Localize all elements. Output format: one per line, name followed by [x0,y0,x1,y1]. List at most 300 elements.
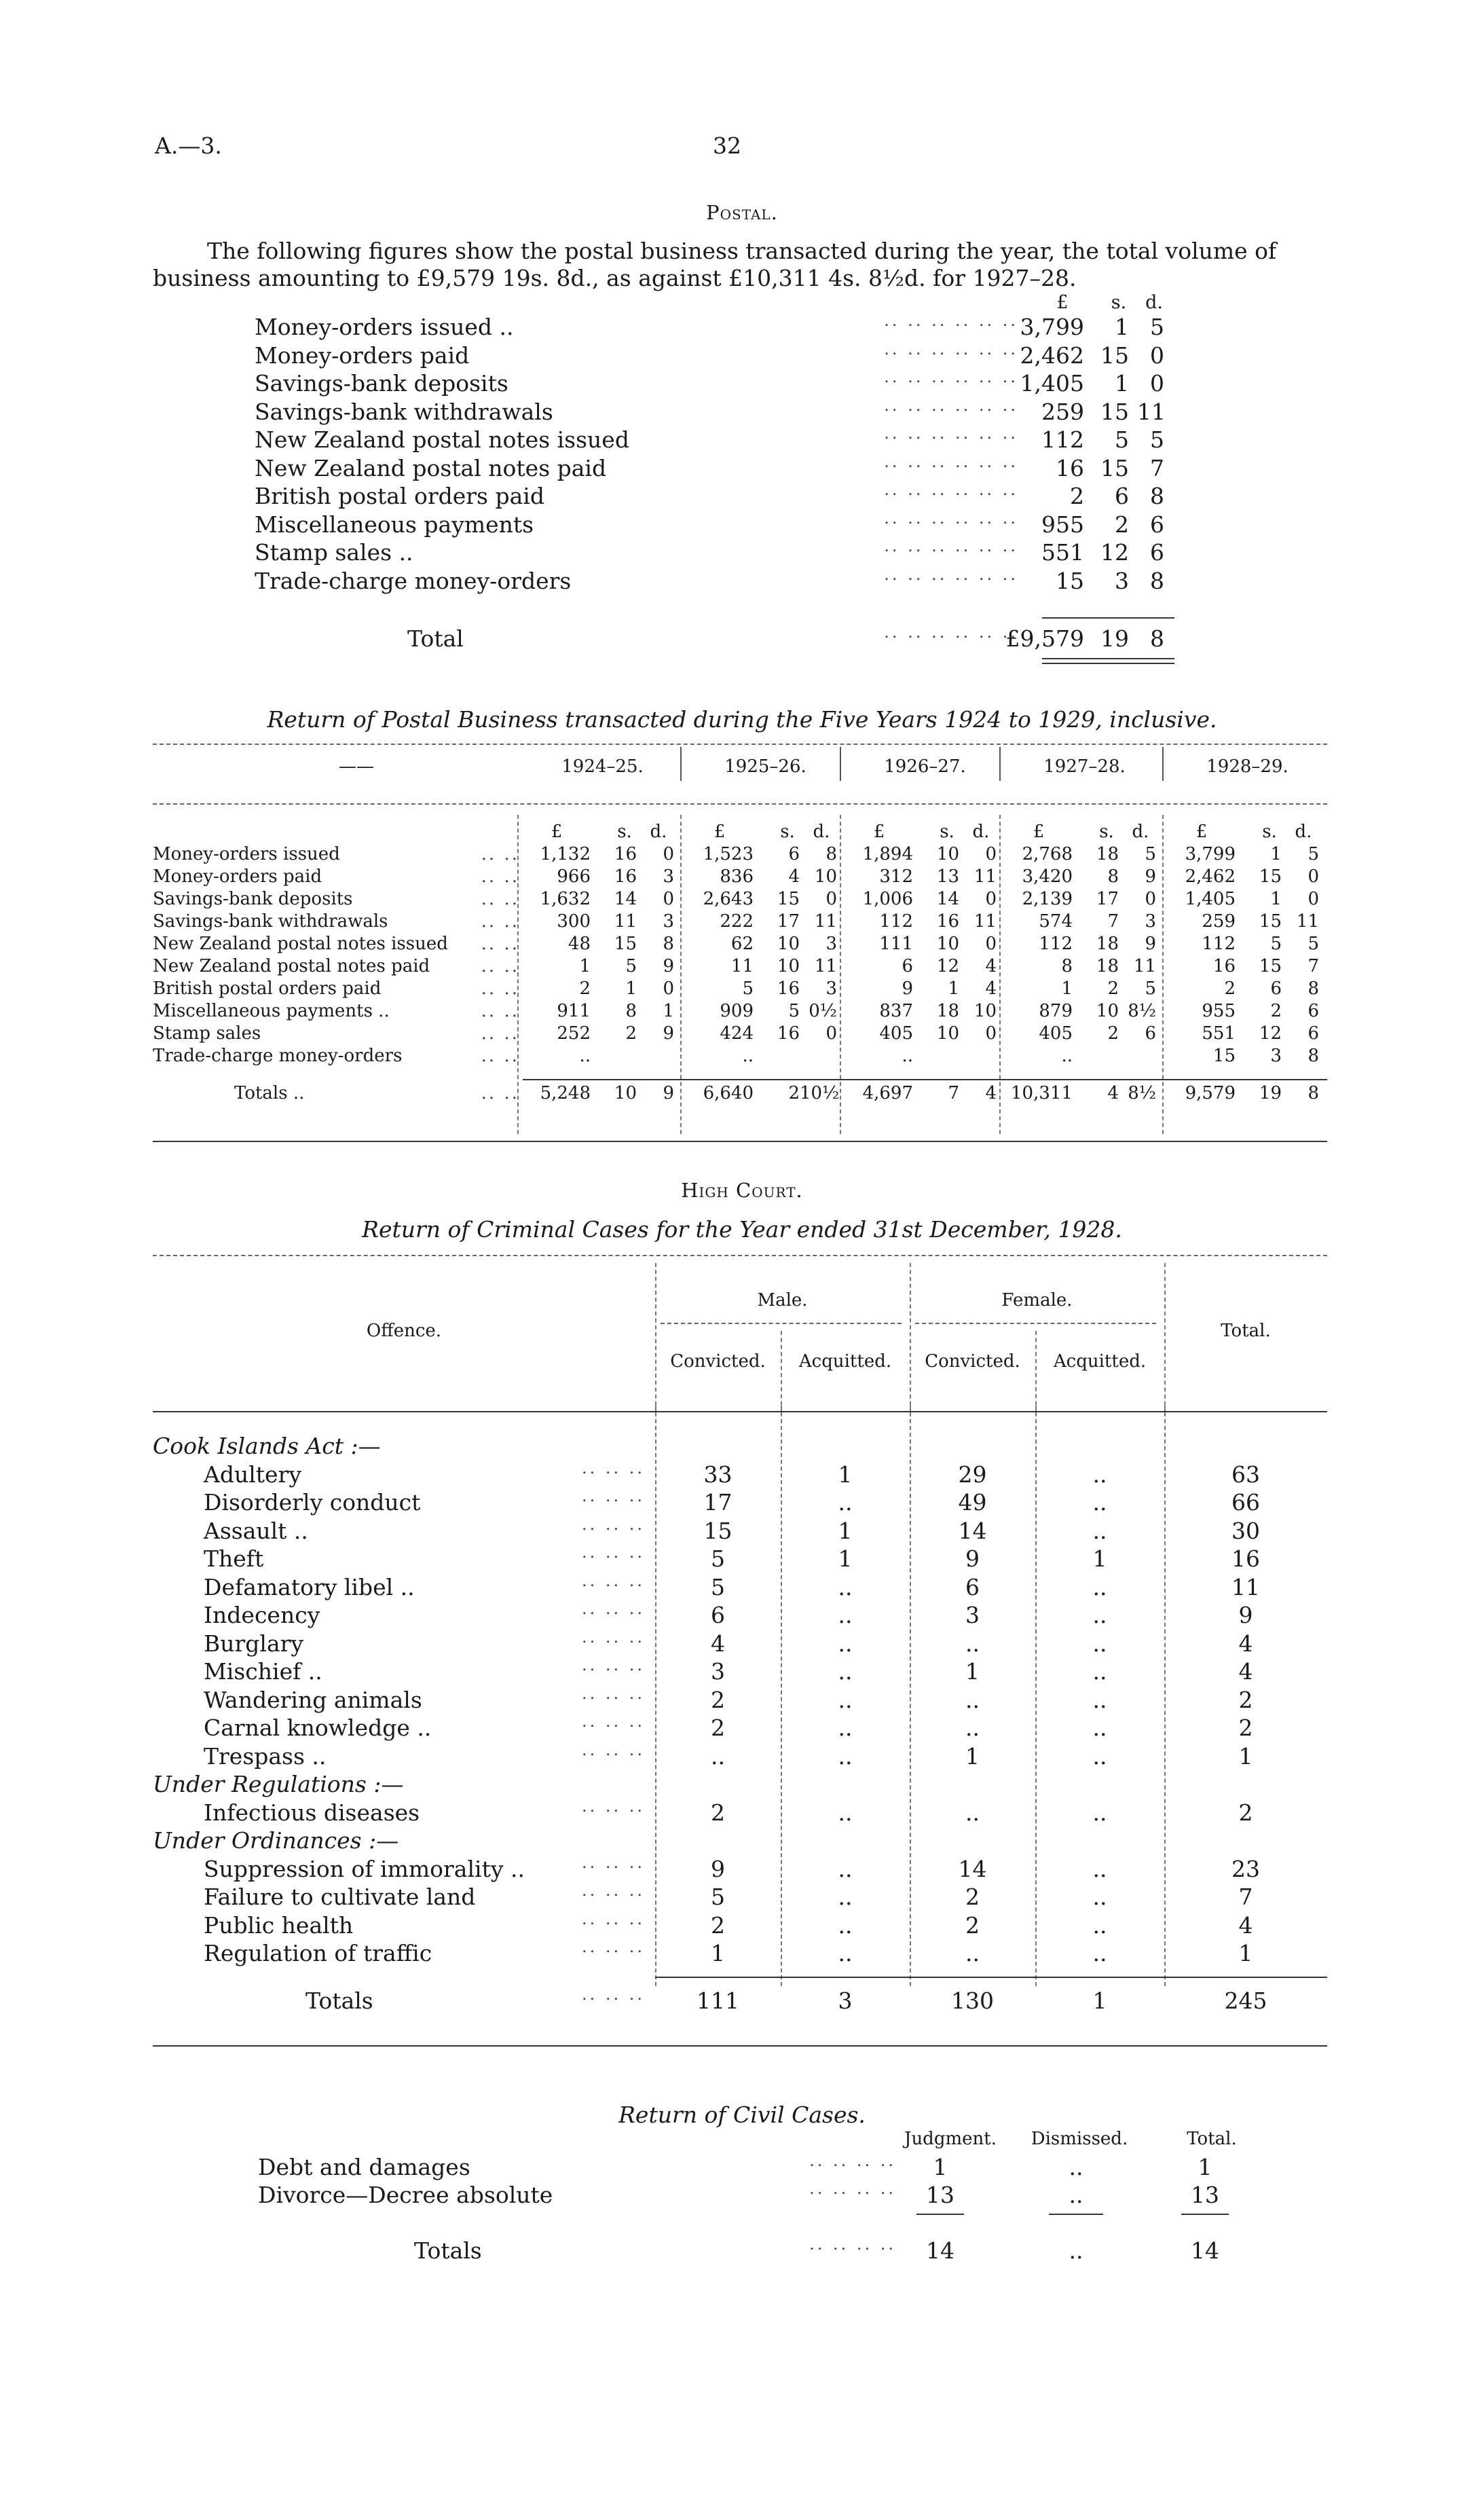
leader-dots: .. .. [481,889,519,909]
shillings-cell: 14 [936,889,959,909]
shillings-cell: 18 [1096,844,1119,864]
pence-header: d. [1295,822,1312,842]
pounds-cell: 836 [720,866,754,887]
shillings-cell: 1 [948,978,959,999]
pence-cell: 0 [1145,889,1156,909]
civil-count-cell: .. [1069,2154,1083,2180]
postal-items-list [255,292,1232,659]
leader-dots: .. .. .. .. .. .. [884,367,1018,386]
pounds-header: £ [1056,292,1069,313]
five-year-row-label: New Zealand postal notes paid [153,956,430,976]
leader-dots: .. .. [481,1046,519,1066]
criminal-count-cell: .. [1092,1489,1107,1516]
leader-dots: .. .. [481,844,519,864]
shillings-cell: 16 [777,1023,800,1044]
shillings-cell: 10 [777,934,800,954]
five-year-body [153,822,1327,1116]
shillings-cell: 2 [625,1023,637,1044]
pounds-cell: 112 [1039,934,1073,954]
shillings-cell: 15 [1259,866,1282,887]
pence-cell: 9 [1145,866,1156,887]
criminal-count-cell: .. [838,1630,853,1657]
pence-cell: 0 [1307,866,1319,887]
shillings-cell: 15 [1259,911,1282,932]
pence-cell: 9 [663,1083,674,1103]
leader-dots: .. .. .. .. .. .. [884,508,1018,528]
criminal-group-label: Cook Islands Act :— [153,1433,381,1459]
pence-cell: 11 [814,911,837,932]
leader-dots: .. .. [481,956,519,976]
pence-header: d. [1132,822,1149,842]
postal-intro-line1: The following figures show the postal business transacted during the year, the total volume of [207,238,1277,264]
criminal-count-cell: .. [1092,1630,1107,1657]
pounds-cell: 5 [742,978,754,999]
criminal-count-cell: 9 [711,1855,725,1882]
criminal-count-cell: 1 [711,1940,725,1966]
criminal-row [153,1683,1327,1715]
year-column-header: 1926–27. [884,756,966,777]
leader-dots: .. .. .. [581,1543,645,1562]
civil-count-cell: 1 [1198,2154,1212,2180]
criminal-header [153,1256,1327,1412]
shillings-cell: 10 [614,1083,637,1103]
criminal-count-cell: .. [838,1940,853,1966]
shillings-cell: 5 [1270,934,1282,954]
high-court-heading: High Court. [681,1179,803,1202]
pounds-header: £ [551,822,563,842]
pence-cell: 3 [1145,911,1156,932]
criminal-count-cell: 2 [711,1799,725,1826]
pence-cell: 7 [1307,956,1319,976]
criminal-count-cell: 6 [965,1573,980,1600]
postal-row [255,367,1232,399]
pounds-cell: 574 [1039,911,1073,932]
pounds-cell: 9 [902,978,913,999]
shillings-header: s. [940,822,954,842]
postal-total-row [255,625,1232,659]
five-year-row-label: Money-orders paid [153,866,322,887]
shillings-cell: 10 [936,844,959,864]
criminal-count-cell: 14 [958,1855,987,1882]
pounds-cell: .. [1061,1046,1073,1066]
criminal-count-cell: 1 [965,1742,980,1770]
pence-cell: 10 [973,1001,997,1021]
pounds-cell: 1,523 [703,844,754,864]
shillings-cell: 16 [936,911,959,932]
leader-dots: .. .. .. [581,1458,645,1478]
postal-row-pounds: 15 [1056,567,1084,594]
leader-dots: .. .. .. [581,1740,645,1759]
shillings-cell: 15 [777,889,800,909]
year-header-divider [1162,747,1164,781]
criminal-count-cell: 17 [703,1489,732,1516]
postal-row-label: Savings-bank deposits [255,370,508,397]
five-year-row [153,866,1327,889]
criminal-count-cell: .. [1092,1686,1107,1713]
criminal-count-cell: 2 [1238,1715,1253,1741]
five-year-currency-header [153,822,1327,844]
pence-cell: 0 [985,934,997,954]
criminal-count-cell: 3 [711,1658,725,1685]
five-year-row [153,1001,1327,1023]
pence-cell: 0 [826,889,837,909]
pounds-cell: 11 [730,956,754,976]
criminal-count-cell: 2 [711,1715,725,1741]
criminal-body [153,1433,1327,2021]
criminal-count-cell: 6 [711,1602,725,1628]
criminal-count-cell: .. [965,1686,980,1713]
five-year-totals-row [153,1083,1327,1116]
shillings-cell: 15 [1259,956,1282,976]
postal-row-pence: 0 [1150,370,1164,397]
criminal-count-cell: .. [838,1715,853,1741]
criminal-count-cell: 4 [1238,1630,1253,1657]
pounds-cell: 2 [1224,978,1236,999]
criminal-count-cell: 4 [711,1630,725,1657]
pence-cell: 4 [985,1083,997,1103]
shillings-cell: 13 [936,866,959,887]
civil-total-cell: .. [1069,2237,1083,2264]
criminal-row [153,1937,1327,1968]
criminal-count-cell: .. [711,1742,725,1770]
pence-cell: 8½ [1128,1083,1156,1103]
postal-row-shillings: 15 [1100,398,1129,425]
pounds-cell: 2,462 [1185,866,1236,887]
shillings-cell: 11 [614,911,637,932]
criminal-count-cell: .. [965,1715,980,1741]
pounds-cell: 405 [879,1023,913,1044]
pounds-cell: 1,632 [540,889,591,909]
criminal-count-cell: 5 [711,1545,725,1572]
criminal-count-cell: .. [838,1573,853,1600]
postal-row [255,452,1232,483]
leader-dots: .. .. .. [581,1571,645,1590]
postal-row-label: Money-orders paid [255,342,470,369]
pounds-cell: 222 [720,911,754,932]
civil-sum-rule [1049,2214,1103,2215]
pounds-cell: 16 [1212,956,1236,976]
postal-total-label: Total [407,625,464,652]
criminal-group-row [153,1433,1327,1461]
pounds-cell: 3,799 [1185,844,1236,864]
criminal-count-cell: 16 [1231,1545,1260,1572]
pence-header: d. [650,822,667,842]
postal-row-pence: 11 [1137,398,1166,425]
postal-row-label: Savings-bank withdrawals [255,398,553,425]
civil-count-cell: 13 [926,2182,954,2208]
five-year-row [153,934,1327,956]
civil-sum-rule [1181,2214,1229,2215]
postal-row-label: Money-orders issued .. [255,314,514,340]
pounds-cell: 5,248 [540,1083,591,1103]
pounds-cell: 424 [720,1023,754,1044]
pence-cell: 0 [663,844,674,864]
leader-dots: .. .. .. .. .. .. [884,311,1018,330]
year-column-header: 1927–28. [1043,756,1126,777]
pence-cell: 11 [1133,956,1156,976]
criminal-total-cell: 111 [697,1987,739,2014]
criminal-count-cell: 1 [1092,1545,1107,1572]
postal-row [255,395,1232,427]
criminal-offence-label: Wandering animals [204,1686,422,1713]
postal-row-pence: 8 [1150,483,1164,509]
pence-cell: 5 [1145,978,1156,999]
shillings-cell: 10 [1096,1001,1119,1021]
postal-row-pence: 0 [1150,342,1164,369]
postal-row-pounds: 551 [1041,539,1084,566]
pounds-cell: 62 [730,934,754,954]
pounds-cell: 111 [879,934,913,954]
year-column-header: 1925–26. [724,756,806,777]
pence-cell: 8 [1307,1083,1319,1103]
offence-column-header: Offence. [366,1321,442,1341]
criminal-count-cell: .. [1092,1517,1107,1544]
pence-header: d. [813,822,830,842]
leader-dots: .. .. .. .. .. .. [884,395,1018,415]
pence-cell: 3 [826,978,837,999]
criminal-count-cell: 2 [1238,1799,1253,1826]
criminal-count-cell: .. [1092,1940,1107,1966]
civil-total-cell: 14 [926,2237,954,2264]
pounds-cell: 551 [1202,1023,1236,1044]
postal-row-pounds: 3,799 [1020,314,1084,340]
pence-cell: 11 [973,866,997,887]
civil-total-cell: 14 [1191,2237,1219,2264]
criminal-offence-label: Burglary [204,1630,304,1657]
year-column-header: 1928–29. [1206,756,1288,777]
criminal-total-cell: 245 [1224,1987,1267,2014]
shillings-cell: 7 [1107,911,1119,932]
leader-dots: .. .. .. .. [809,2151,896,2170]
postal-row-label: Trade-charge money-orders [255,567,572,594]
criminal-row [153,1571,1327,1602]
shillings-cell: 18 [936,1001,959,1021]
postal-row-shillings: 12 [1100,539,1129,566]
pence-cell: 3 [826,934,837,954]
criminal-count-cell: .. [1092,1658,1107,1685]
criminal-count-cell: .. [965,1630,980,1657]
criminal-count-cell: 1 [965,1658,980,1685]
pence-cell: 5 [1307,934,1319,954]
shillings-cell: 4 [1107,1083,1119,1103]
criminal-bottom-rule [153,2045,1327,2047]
pounds-cell: 955 [1202,1001,1236,1021]
shillings-cell: 12 [1259,1023,1282,1044]
criminal-count-cell: 9 [965,1545,980,1572]
female-acquitted-header: Acquitted. [1053,1351,1147,1372]
criminal-row [153,1627,1327,1659]
postal-row-shillings: 15 [1100,342,1129,369]
criminal-totals-label: Totals [305,1987,373,2014]
criminal-count-cell: 23 [1231,1855,1260,1882]
criminal-row [153,1852,1327,1884]
civil-count-cell: .. [1069,2182,1083,2208]
criminal-group-label: Under Ordinances :— [153,1827,399,1854]
criminal-count-cell: 5 [711,1573,725,1600]
criminal-offence-label: Infectious diseases [204,1799,420,1826]
pounds-cell: 1,405 [1185,889,1236,909]
leader-dots: .. .. .. [581,1599,645,1618]
shillings-cell: 5 [788,1001,800,1021]
criminal-row [153,1881,1327,1912]
criminal-totals-row [153,1984,1327,2021]
pounds-cell: 2,139 [1022,889,1073,909]
pence-cell: 8 [1307,978,1319,999]
pounds-header: £ [713,822,726,842]
five-year-row-label: Savings-bank deposits [153,889,353,909]
postal-row-pounds: 1,405 [1020,370,1084,397]
criminal-offence-label: Theft [204,1545,264,1572]
pounds-cell: 1,894 [862,844,913,864]
civil-judgment-header: Judgment. [904,2129,997,2149]
pounds-cell: 259 [1202,911,1236,932]
postal-row-shillings: 1 [1115,314,1129,340]
pounds-cell: 1 [579,956,591,976]
leader-dots: .. .. [481,934,519,954]
leader-dots: .. .. .. [581,1984,645,2004]
year-header-divider [999,747,1001,781]
five-year-row [153,844,1327,866]
postal-row-shillings: 5 [1115,426,1129,453]
criminal-count-cell: .. [1092,1884,1107,1910]
shillings-cell: 19 [1259,1083,1282,1103]
criminal-offence-label: Trespass .. [204,1742,327,1770]
leader-dots: .. .. .. .. .. .. [884,339,1018,359]
male-group-rule [661,1323,902,1324]
criminal-row [153,1514,1327,1546]
postal-row-pounds: 259 [1041,398,1084,425]
leader-dots: .. .. .. [581,1514,645,1534]
postal-row-shillings: 15 [1100,454,1129,481]
shillings-cell: 2 [1270,1001,1282,1021]
criminal-group-label: Under Regulations :— [153,1771,404,1797]
postal-row-pounds: 2 [1070,483,1084,509]
shillings-cell: 18 [1096,956,1119,976]
criminal-count-cell: 5 [711,1884,725,1910]
pounds-cell: 2,768 [1022,844,1073,864]
shillings-cell: 1 [1270,889,1282,909]
pounds-cell: 405 [1039,1023,1073,1044]
pence-cell: 3 [663,866,674,887]
postal-total-spacer [255,595,1232,625]
postal-row-shillings: 1 [1115,370,1129,397]
leader-dots: .. .. .. .. [809,2179,896,2198]
five-year-row-label: Money-orders issued [153,844,340,864]
postal-row [255,426,1232,455]
pence-header: d. [972,822,990,842]
five-year-top-rule [153,744,1327,745]
criminal-sum-rule [655,1977,1327,1978]
postal-row-pounds: 955 [1041,511,1084,538]
shillings-cell: 1 [625,978,637,999]
pence-cell: 6 [1145,1023,1156,1044]
criminal-count-cell: 1 [1238,1940,1253,1966]
postal-row-label: New Zealand postal notes paid [255,454,607,481]
criminal-count-cell: .. [1092,1799,1107,1826]
pounds-cell: 8 [1061,956,1073,976]
criminal-count-cell: 1 [838,1517,853,1544]
leader-dots: .. .. .. [581,1486,645,1505]
header-divider [655,1263,656,1412]
shillings-cell: 7 [948,1083,959,1103]
civil-count-cell: 13 [1191,2182,1219,2208]
pence-header: d. [1145,292,1163,313]
criminal-count-cell: 2 [711,1911,725,1939]
postal-intro-line2: business amounting to £9,579 19s. 8d., as against £10,311 4s. 8½d. for 1927–28. [153,265,1077,291]
shillings-cell: 10 [936,1023,959,1044]
postal-row [255,536,1232,568]
pence-cell: 9 [1145,934,1156,954]
pounds-cell: 1 [1061,978,1073,999]
pounds-cell: 300 [557,911,591,932]
postal-row-pence: 7 [1150,454,1164,481]
criminal-count-cell: 15 [703,1517,732,1544]
shillings-cell: 4 [788,866,800,887]
pence-cell: 0 [985,1023,997,1044]
pounds-cell: 2 [579,978,591,999]
criminal-count-cell: 1 [838,1545,853,1572]
criminal-count-cell: 2 [1238,1686,1253,1713]
criminal-count-cell: .. [965,1940,980,1966]
leader-dots: .. .. .. [581,1683,645,1703]
pence-cell: 0 [663,889,674,909]
pence-cell: 3 [663,911,674,932]
pence-cell: 11 [1296,911,1319,932]
corner-dash: —— [339,756,374,777]
female-column-header: Female. [1001,1290,1073,1311]
pounds-cell: 112 [879,911,913,932]
pounds-cell: 909 [720,1001,754,1021]
shillings-cell: 10 [936,934,959,954]
pence-cell: 0 [985,889,997,909]
postal-row-label: British postal orders paid [255,483,544,509]
pounds-cell: 10,311 [1011,1083,1073,1103]
criminal-count-cell: .. [1092,1855,1107,1882]
criminal-count-cell: .. [838,1658,853,1685]
pounds-header: £ [873,822,885,842]
pounds-cell: 2,643 [703,889,754,909]
pence-cell: 0 [663,978,674,999]
civil-count-cell: 1 [933,2154,948,2180]
pence-cell: 11 [814,956,837,976]
leader-dots: .. .. [481,1083,519,1103]
postal-row-label: Miscellaneous payments [255,511,534,538]
criminal-count-cell: .. [1092,1911,1107,1939]
criminal-row [153,1486,1327,1518]
shillings-cell: 10 [777,956,800,976]
criminal-count-cell: .. [838,1884,853,1910]
leader-dots: .. .. .. .. .. .. [884,564,1018,584]
criminal-count-cell: .. [838,1855,853,1882]
header-divider [781,1331,782,1412]
header-divider [1164,1263,1166,1412]
shillings-header: s. [780,822,795,842]
postal-row-pounds: 112 [1041,426,1084,453]
pounds-cell: 4,697 [862,1083,913,1103]
pounds-cell: 837 [879,1001,913,1021]
pence-cell: 9 [663,1023,674,1044]
criminal-offence-label: Regulation of traffic [204,1940,432,1966]
criminal-header-rule [153,1411,1327,1412]
pounds-header: £ [1195,822,1208,842]
five-year-row-label: Totals .. [234,1083,305,1103]
postal-row [255,339,1232,371]
postal-row-pence: 5 [1150,426,1164,453]
postal-row-label: New Zealand postal notes issued [255,426,629,453]
document-code: A.—3. [155,132,222,159]
header-divider [910,1263,911,1412]
pence-cell: 8 [663,934,674,954]
